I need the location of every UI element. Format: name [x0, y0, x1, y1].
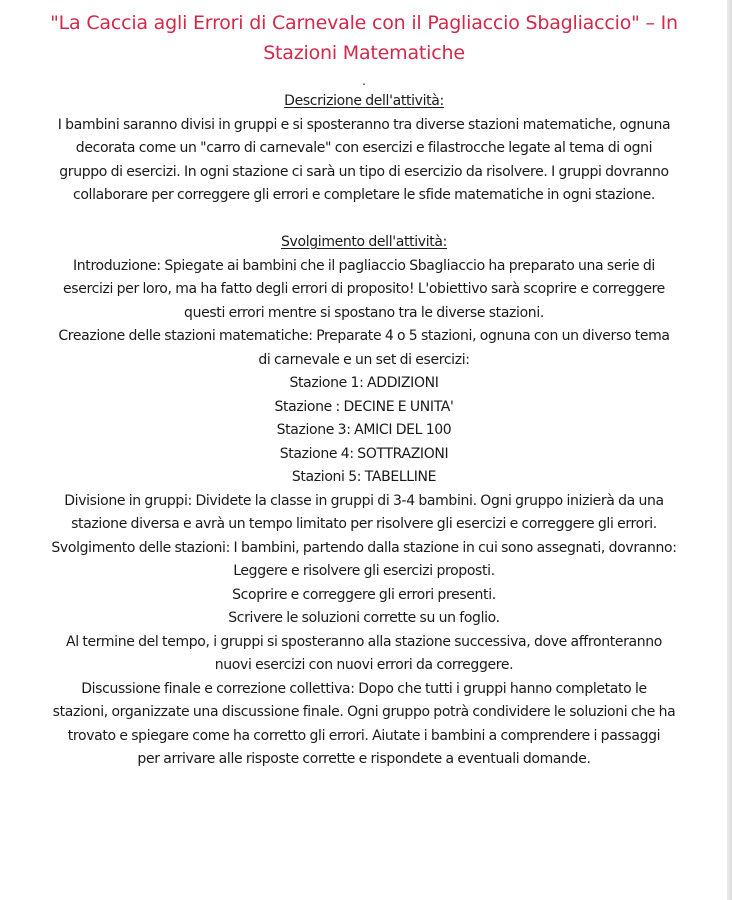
title-line: "La Caccia agli Errori di Carnevale con il Pagliaccio Sbagliaccio" – In	[50, 12, 678, 34]
document-content	[44, 8, 684, 772]
procedure-section	[44, 231, 684, 772]
separator-dot: .	[362, 74, 366, 88]
page-edge	[727, 0, 732, 900]
task-item: Scoprire e correggere gli errori presenti.	[232, 586, 496, 603]
procedure-line: Creazione delle stazioni matematiche: Preparate 4 o 5 stazioni, ognuna con un diverso tema	[58, 328, 670, 344]
station-item: Stazione 3: AMICI DEL 100	[276, 422, 452, 438]
procedure-line: questi errori mentre si spostano tra le diverse stazioni.	[184, 304, 544, 321]
procedure-line: Introduzione: Spiegate ai bambini che il pagliaccio Sbagliaccio ha preparato una serie di	[73, 257, 655, 274]
station-item: Stazione 4: SOTTRAZIONI	[279, 445, 449, 462]
task-item: Scrivere le soluzioni corrette su un foglio.	[228, 610, 500, 626]
procedure-line: Divisione in gruppi: Dividete la classe in gruppi di 3-4 bambini. Ogni gruppo inizierà da una	[64, 492, 664, 509]
document-title	[44, 8, 684, 68]
procedure-line: stazione diversa e avrà un tempo limitato per risolvere gli esercizi e correggere gli errori.	[71, 516, 657, 532]
procedure-line: per arrivare alle risposte corrette e rispondete a eventuali domande.	[137, 751, 591, 767]
station-item: Stazione : DECINE E UNITA'	[274, 398, 454, 415]
procedure-line: trovato e spiegare come ha corretto gli errori. Aiutate i bambini a comprendere i passaggi	[67, 727, 661, 744]
station-item: Stazioni 5: TABELLINE	[291, 469, 437, 485]
blank-line	[44, 208, 684, 232]
description-section	[44, 90, 684, 208]
procedure-line: Svolgimento delle stazioni: I bambini, partendo dalla stazione in cui sono assegnati, dovranno:	[51, 539, 677, 556]
task-item: Leggere e risolvere gli esercizi proposti.	[233, 563, 495, 579]
procedure-heading: Svolgimento dell'attività:	[281, 234, 447, 250]
description-line: collaborare per correggere gli errori e completare le sfide matematiche in ogni stazione.	[72, 187, 656, 203]
station-item: Stazione 1: ADDIZIONI	[289, 375, 439, 391]
procedure-line: Al termine del tempo, i gruppi si sposteranno alla stazione successiva, dove affronteranno	[65, 633, 663, 650]
description-line: decorata come un "carro di carnevale" con esercizi e filastrocche legate al tema di ogni	[75, 140, 653, 156]
procedure-line: Discussione finale e correzione collettiva: Dopo che tutti i gruppi hanno completato le	[81, 680, 647, 697]
description-line: I bambini saranno divisi in gruppi e si sposteranno tra diverse stazioni matematiche, ognuna	[57, 116, 671, 133]
description-line: gruppo di esercizi. In ogni stazione ci sarà un tipo di esercizio da risolvere. I gruppi dovranno	[59, 163, 669, 180]
procedure-line: nuovi esercizi con nuovi errori da correggere.	[214, 657, 514, 673]
title-line: Stazioni Matematiche	[263, 42, 465, 64]
description-heading: Descrizione dell'attività:	[284, 93, 444, 109]
procedure-line: esercizi per loro, ma ha fatto degli errori di proposito! L'obiettivo sarà scoprire e correggere	[63, 281, 665, 297]
procedure-line: stazioni, organizzate una discussione finale. Ogni gruppo potrà condividere le soluzioni che ha	[52, 704, 676, 720]
procedure-line: di carnevale e un set di esercizi:	[258, 351, 470, 368]
